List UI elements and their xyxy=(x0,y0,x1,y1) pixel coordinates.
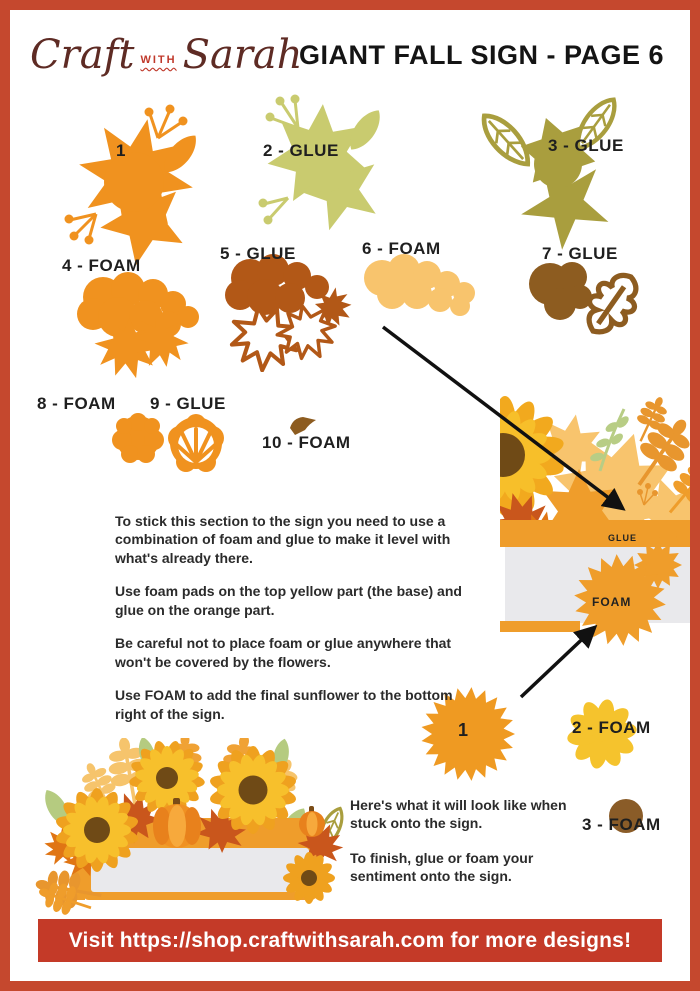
logo-sarah-text: Sarah xyxy=(182,32,303,78)
piece-4-shape xyxy=(58,272,213,378)
instruction-p3: Be careful not to place foam or glue anywhere that won't be covered by the flowers. xyxy=(115,635,452,670)
piece-2-shape xyxy=(253,88,399,240)
sign-corner-art xyxy=(500,393,696,649)
logo xyxy=(30,26,303,84)
final-piece-3-label: 3 - FOAM xyxy=(582,815,661,834)
piece-7-shape xyxy=(512,252,652,344)
piece-1-label: 1 xyxy=(116,141,126,160)
piece-3-shape xyxy=(478,92,650,254)
piece-1-shape xyxy=(58,96,210,268)
instruction-p1: To stick this section to the sign you need to use a combination of foam and glue to make it level with what's already there. xyxy=(115,513,451,566)
result-p2: To finish, glue or foam your sentiment onto the sign. xyxy=(350,849,534,885)
preview-glue-label: GLUE xyxy=(608,533,638,543)
piece-8-label: 8 - FOAM xyxy=(37,394,116,413)
piece-4-label: 4 - FOAM xyxy=(62,256,141,275)
piece-9-label: 9 - GLUE xyxy=(150,394,226,413)
result-p1: Here's what it will look like when stuck onto the sign. xyxy=(350,797,567,832)
instruction-p4: Use FOAM to add the final sunflower to the bottom right of the sign. xyxy=(115,687,453,722)
page-title: GIANT FALL SIGN - PAGE 6 xyxy=(298,40,665,70)
footer-banner xyxy=(38,919,662,962)
final-piece-2-label: 2 - FOAM xyxy=(572,718,651,737)
result-text xyxy=(350,796,578,902)
piece-6-shape xyxy=(352,248,492,340)
instruction-p2: Use foam pads on the top yellow part (the base) and glue on the orange part. xyxy=(115,583,462,618)
logo-craft-text: Craft xyxy=(30,32,135,78)
piece-6-label: 6 - FOAM xyxy=(362,239,441,258)
finished-sign-art xyxy=(25,738,350,918)
piece-7-label: 7 - GLUE xyxy=(542,244,618,263)
sign-corner-preview xyxy=(500,393,696,649)
logo-with-text: WITH xyxy=(140,54,177,66)
footer-link[interactable]: Visit https://shop.craftwithsarah.com for more designs! xyxy=(68,928,632,952)
instruction-text xyxy=(115,512,487,738)
piece-2-label: 2 - GLUE xyxy=(263,141,339,160)
piece-3-label: 3 - GLUE xyxy=(548,136,624,155)
piece-9-shape xyxy=(150,412,245,478)
piece-10-label: 10 - FOAM xyxy=(262,433,351,452)
piece-5-shape xyxy=(205,250,357,372)
final-piece-1-label: 1 xyxy=(458,720,469,740)
piece-5-label: 5 - GLUE xyxy=(220,244,296,263)
preview-foam-label: FOAM xyxy=(592,595,632,609)
